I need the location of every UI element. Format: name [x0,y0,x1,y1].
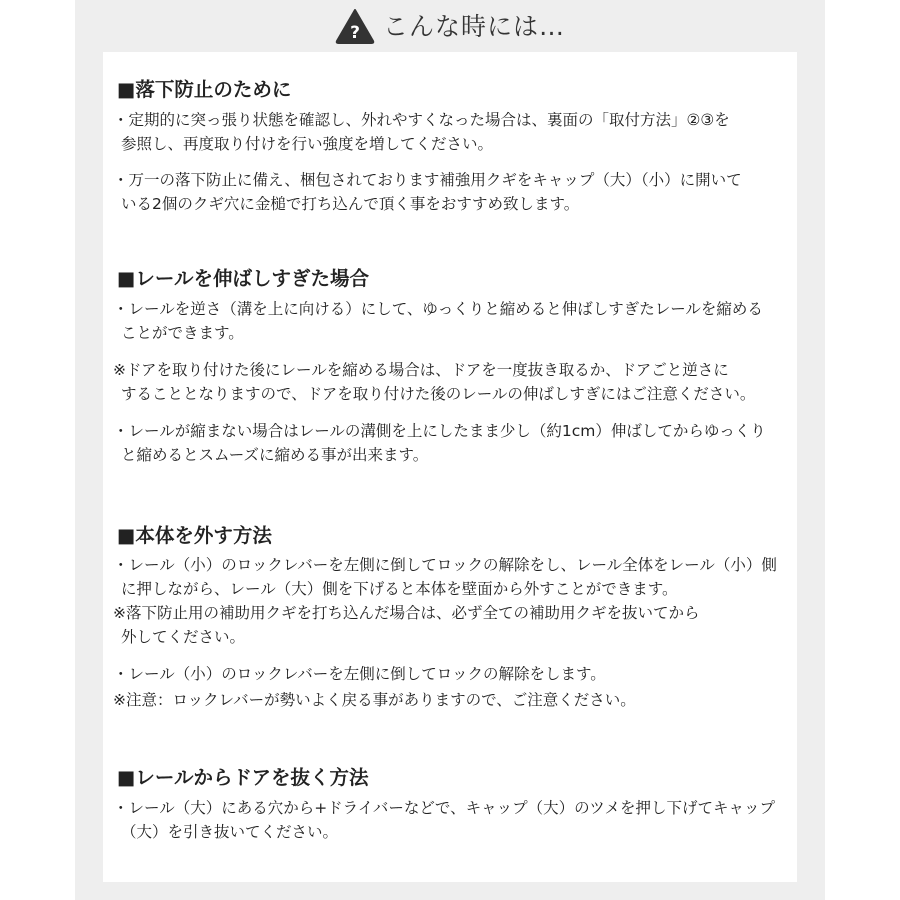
text-line: いる2個のクギ穴に金槌で打ち込んで頂く事をおすすめ致します。 [121,195,580,213]
text-line: ・レール（小）のロックレバーを左側に倒してロックの解除をします。 [113,665,606,683]
text-line: ・レールを逆さ（溝を上に向ける）にして、ゆっくりと縮めると伸ばしすぎたレールを縮める [113,300,763,318]
text-line: ・レールが縮まない場合はレールの溝側を上にしたまま少し（約1cm）伸ばしてからゆっくり [113,422,766,440]
paragraph [113,553,793,601]
text-line: することとなりますので、ドアを取り付けた後のレールの伸ばしすぎにはご注意ください。 [121,385,756,403]
paragraph [113,168,793,216]
paragraph [113,358,793,406]
text-line: ・レール（小）のロックレバーを左側に倒してロックの解除をし、レール全体をレール（小）側 [113,556,777,574]
warning-question-icon [335,8,375,44]
question-mark: ? [350,23,360,43]
paragraph [113,662,793,686]
text-line: ことができます。 [121,324,244,342]
text-line: ※落下防止用の補助用クギを打ち込んだ場合は、必ず全ての補助用クギを抜いてから [113,604,700,622]
text-line: （大）を引き抜いてください。 [121,823,339,841]
text-line: ・定期的に突っ張り状態を確認し、外れやすくなった場合は、裏面の「取付方法」②③を [113,111,730,129]
text-line: ・レール（大）にある穴から+ドライバーなどで、キャップ（大）のツメを押し下げてキャップ [113,799,775,817]
section-title-fall-prevention: ■落下防止のために [117,78,292,101]
paragraph [113,108,793,156]
text-line: と縮めるとスムーズに縮める事が出来ます。 [121,446,429,464]
notice-panel [75,0,825,900]
section-title-rail-overextended: ■レールを伸ばしすぎた場合 [117,267,370,290]
content-card [103,52,797,882]
text-line: ※注意：ロックレバーが勢いよく戻る事がありますので、ご注意ください。 [113,691,636,709]
section-title-remove-door: ■レールからドアを抜く方法 [117,766,369,789]
paragraph [113,688,793,712]
text-line: ※ドアを取り付けた後にレールを縮める場合は、ドアを一度抜き取るか、ドアごと逆さに [113,361,729,379]
section-title-remove-body: ■本体を外す方法 [117,524,272,547]
page-title: こんな時には… [382,12,565,41]
paragraph [113,297,793,345]
header [75,0,825,50]
paragraph [113,796,793,844]
text-line: ・万一の落下防止に備え、梱包されております補強用クギをキャップ（大）（小）に開いて [113,171,742,189]
text-line: 外してください。 [121,628,246,646]
paragraph [113,601,793,649]
paragraph [113,419,793,467]
text-line: に押しながら、レール（大）側を下げると本体を壁面から外すことができます。 [121,580,678,598]
text-line: 参照し、再度取り付けを行い強度を増してください。 [121,135,494,153]
